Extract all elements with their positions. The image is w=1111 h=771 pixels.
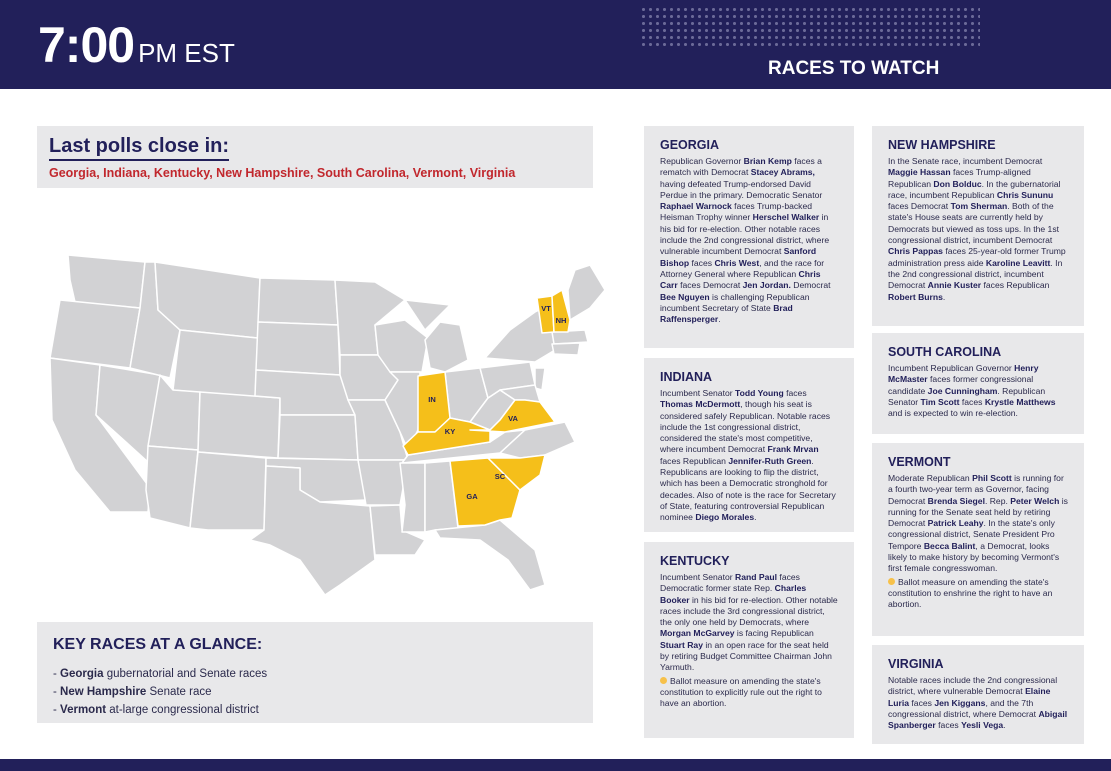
- key-race-state: New Hampshire: [60, 686, 147, 698]
- polls-close-box: [37, 126, 593, 188]
- candidate-name: Thomas McDermott: [660, 399, 741, 410]
- card-body: [888, 675, 1068, 731]
- card-text: .: [718, 314, 721, 325]
- candidate-name: Chris Pappas: [888, 246, 943, 257]
- key-race-state: Georgia: [60, 668, 104, 680]
- candidate-name: Yesli Vega: [961, 720, 1004, 731]
- candidate-name: Becca Balint: [923, 540, 976, 551]
- card-text: faces Republican: [660, 455, 729, 466]
- state-kansas: [278, 415, 358, 460]
- candidate-name: Henry McMaster: [888, 363, 1039, 385]
- polls-close-states: Georgia, Indiana, Kentucky, New Hampshire, South Carolina, Vermont, Virginia: [49, 166, 516, 180]
- polls-close-title: Last polls close in:: [49, 135, 229, 161]
- dot-pattern-decoration: [640, 6, 980, 50]
- candidate-name: Stacey Abrams,: [750, 167, 815, 178]
- card-text: . Republicans are looking to flip the district, which has been a Democratic stronghold for decades. Also of note is the race for Secretary of State, featuring controversial Republican nominee: [660, 455, 836, 523]
- card-text: Notable races include the 2nd congressional district, where vulnerable Democrat: [888, 675, 1058, 697]
- label-ga: GA: [466, 492, 478, 501]
- state-wyoming: [173, 330, 258, 398]
- card-text: faces: [959, 396, 985, 407]
- candidate-name: Jen Jordan.: [742, 280, 791, 291]
- label-va: VA: [508, 414, 518, 423]
- card-text: Incumbent Senator: [660, 388, 736, 398]
- candidate-name: Phil Scott: [972, 473, 1012, 483]
- race-card-georgia: [644, 126, 854, 348]
- label-ky: KY: [444, 427, 456, 436]
- card-text: Incumbent Republican Governor: [888, 363, 1015, 373]
- race-card-indiana: [644, 358, 854, 532]
- us-states-map: [30, 250, 610, 595]
- card-text: and is expected to win re-election.: [888, 408, 1018, 419]
- card-text: faces Democrat: [888, 201, 951, 212]
- card-text: Democrat: [790, 280, 831, 291]
- state-maine: [568, 265, 605, 320]
- candidate-name: Brian Kemp: [743, 156, 792, 166]
- label-vt: VT: [541, 304, 551, 313]
- poll-close-time: [38, 16, 235, 74]
- card-text: faces Trump-aligned Republican: [888, 167, 1031, 189]
- candidate-name: Annie Kuster: [927, 280, 982, 291]
- card-text: faces former congressional candidate: [888, 374, 1034, 396]
- ballot-measure-note: [888, 577, 1068, 611]
- candidate-name: Chris West: [714, 257, 760, 268]
- state-new-hampshire: [552, 290, 570, 332]
- candidate-name: Elaine Luria: [888, 686, 1051, 708]
- label-sc: SC: [494, 472, 506, 481]
- card-body: [660, 156, 838, 325]
- candidate-name: Jen Kiggans: [934, 697, 986, 708]
- candidate-name: Stuart Ray: [660, 639, 703, 650]
- card-text: is facing Republican: [734, 628, 814, 639]
- state-connecticut-ri: [552, 343, 580, 355]
- card-text: faces Trump-backed Heisman Trophy winner: [660, 201, 813, 223]
- state-new-mexico: [190, 452, 266, 530]
- card-text: faces: [935, 720, 962, 731]
- ballot-text: Ballot measure on amending the state's constitution to enshrine the right to have an abortion.: [888, 576, 1053, 610]
- card-text: In the Senate race, incumbent Democrat: [888, 156, 1043, 166]
- candidate-name: Frank Mrvan: [767, 444, 819, 455]
- state-oregon: [50, 300, 140, 368]
- races-to-watch-title: RACES TO WATCH: [768, 58, 940, 79]
- card-body: [660, 388, 838, 524]
- candidate-name: Tim Scott: [920, 396, 960, 407]
- ballot-text: Ballot measure on amending the state's constitution to explicitly rule out the right to have an abortion.: [660, 675, 822, 709]
- card-title: GEORGIA: [660, 138, 720, 152]
- card-title: VIRGINIA: [888, 657, 944, 671]
- key-race-text: Senate race: [146, 686, 212, 698]
- card-text: faces Republican: [981, 280, 1050, 291]
- card-text: is running for a fourth two-year term as Governor, facing Democrat: [888, 473, 1064, 506]
- candidate-name: Brenda Siegel: [927, 495, 985, 506]
- ballot-dot-icon: [660, 677, 667, 684]
- state-north-dakota: [258, 278, 338, 325]
- candidate-name: Patrick Leahy: [927, 518, 984, 529]
- card-text: . In the state's only congressional district, Senate President Pro Tempore: [888, 518, 1055, 551]
- card-text: faces 25-year-old former Trump administration press aide: [888, 246, 1066, 268]
- candidate-name: Todd Young: [735, 388, 784, 398]
- key-race-state: Vermont: [60, 704, 107, 716]
- ballot-dot-icon: [888, 578, 895, 585]
- card-text: , and the 7th congressional district, where Democrat: [888, 697, 1039, 719]
- candidate-name: Diego Morales: [695, 512, 755, 523]
- key-race-text: at-large congressional district: [106, 704, 259, 716]
- race-card-new-hampshire: [872, 126, 1084, 326]
- card-text: faces Democratic former state Rep.: [660, 572, 800, 594]
- state-florida: [435, 520, 545, 590]
- footer-bar: [0, 759, 1111, 771]
- candidate-name: Robert Burns: [888, 291, 943, 302]
- card-text: .: [754, 512, 757, 523]
- card-body: [660, 572, 838, 674]
- candidate-name: Bee Nguyen: [660, 291, 710, 302]
- candidate-name: Rand Paul: [735, 572, 778, 582]
- candidate-name: Don Bolduc: [933, 178, 982, 189]
- card-text: , though his seat is considered safely Republican. Notable races include the 1st congressional district, considered the state's most competitive, where incumbent Democrat: [660, 399, 831, 455]
- card-text: Incumbent Senator: [660, 572, 736, 582]
- card-title: VERMONT: [888, 455, 951, 469]
- label-in: IN: [428, 395, 436, 404]
- key-races-box: [37, 622, 593, 723]
- card-text: in his bid for re-election. Other notable races include the 3rd congressional district, the only one held by Democrats, where: [660, 594, 838, 628]
- card-text: in his bid for re-election. Other notable races include the 2nd congressional district, where vulnerable incumbent Democrat: [660, 212, 830, 257]
- candidate-name: Sanford Bishop: [660, 246, 817, 268]
- card-text: .: [1003, 720, 1006, 731]
- card-text: is running for the Senate seat held by retiring Democrat: [888, 495, 1068, 529]
- state-south-dakota: [256, 322, 340, 375]
- card-title: NEW HAMPSHIRE: [888, 138, 996, 152]
- card-text: , a Democrat, looks likely to make history by becoming Vermont's first female congresswoman.: [888, 540, 1060, 574]
- candidate-name: Raphael Warnock: [660, 201, 732, 212]
- state-mississippi: [400, 463, 425, 532]
- key-races-title: KEY RACES AT A GLANCE:: [53, 636, 263, 653]
- card-title: KENTUCKY: [660, 554, 730, 568]
- time-suffix: PM EST: [138, 38, 235, 68]
- key-race-item: - New Hampshire Senate race: [53, 686, 212, 698]
- candidate-name: Herschel Walker: [752, 212, 820, 223]
- card-text: . Republican Senator: [888, 385, 1046, 407]
- card-text: . Rep.: [984, 495, 1011, 506]
- key-race-item: - Vermont at-large congressional district: [53, 704, 259, 716]
- card-text: . In the 2nd congressional district, incumbent Democrat: [888, 257, 1063, 291]
- label-nh: NH: [555, 316, 567, 325]
- card-text: Republican Governor: [660, 156, 744, 166]
- header-bar: [0, 0, 1111, 89]
- candidate-name: Chris Sununu: [996, 189, 1054, 200]
- card-text: , and the race for Attorney General where Republican: [660, 257, 825, 279]
- candidate-name: Abigail Spanberger: [888, 708, 1068, 731]
- card-text: having defeated Trump-endorsed David Perdue in the primary. Democratic Senator: [660, 178, 823, 200]
- card-text: .: [942, 291, 946, 302]
- candidate-name: Krystle Matthews: [984, 396, 1056, 407]
- card-text: in an open race for the seat held by retiring Budget Committee Chairman John Yarmuth.: [660, 639, 832, 673]
- state-washington: [68, 255, 145, 308]
- card-text: faces Democrat: [677, 280, 743, 291]
- state-new-jersey: [535, 368, 545, 390]
- card-body: [888, 473, 1068, 575]
- candidate-name: Maggie Hassan: [888, 167, 951, 178]
- candidate-name: Jennifer-Ruth Green: [728, 455, 812, 466]
- key-race-text: gubernatorial and Senate races: [103, 668, 268, 680]
- card-text: faces: [909, 697, 935, 708]
- race-card-south-carolina: [872, 333, 1084, 434]
- card-text: . In the gubernatorial race, incumbent Republican: [888, 178, 1061, 200]
- card-body: [888, 363, 1068, 419]
- key-race-item: - Georgia gubernatorial and Senate races: [53, 668, 268, 680]
- candidate-name: Joe Cunningham: [927, 385, 998, 396]
- card-text: Moderate Republican: [888, 473, 973, 483]
- candidate-name: Chris Carr: [660, 268, 821, 291]
- ballot-measure-note: [660, 676, 838, 710]
- candidate-name: Morgan McGarvey: [660, 628, 735, 639]
- time-value: 7:00: [38, 17, 135, 73]
- card-title: SOUTH CAROLINA: [888, 345, 1002, 359]
- candidate-name: Brad Raffensperger: [660, 302, 793, 325]
- card-body: [888, 156, 1068, 303]
- race-card-virginia: [872, 645, 1084, 744]
- candidate-name: Peter Welch: [1010, 495, 1060, 506]
- race-card-vermont: [872, 443, 1084, 636]
- key-races-list: [53, 665, 267, 719]
- card-text: faces: [689, 257, 715, 268]
- race-card-kentucky: [644, 542, 854, 738]
- state-arizona: [146, 446, 198, 528]
- state-colorado: [198, 392, 280, 458]
- candidate-name: Tom Sherman: [950, 201, 1008, 212]
- card-title: INDIANA: [660, 370, 713, 384]
- card-text: faces a rematch with Democrat: [660, 156, 822, 178]
- candidate-name: Charles Booker: [660, 583, 807, 605]
- card-text: is challenging Republican incumbent Secretary of State: [660, 291, 810, 313]
- candidate-name: Karoline Leavitt: [985, 257, 1051, 268]
- card-text: faces: [783, 388, 807, 398]
- card-text: . Both of the state's House seats are currently held by Democrats but viewed as toss ups. In the 1st congressional district, incumbent Democrat: [888, 201, 1060, 246]
